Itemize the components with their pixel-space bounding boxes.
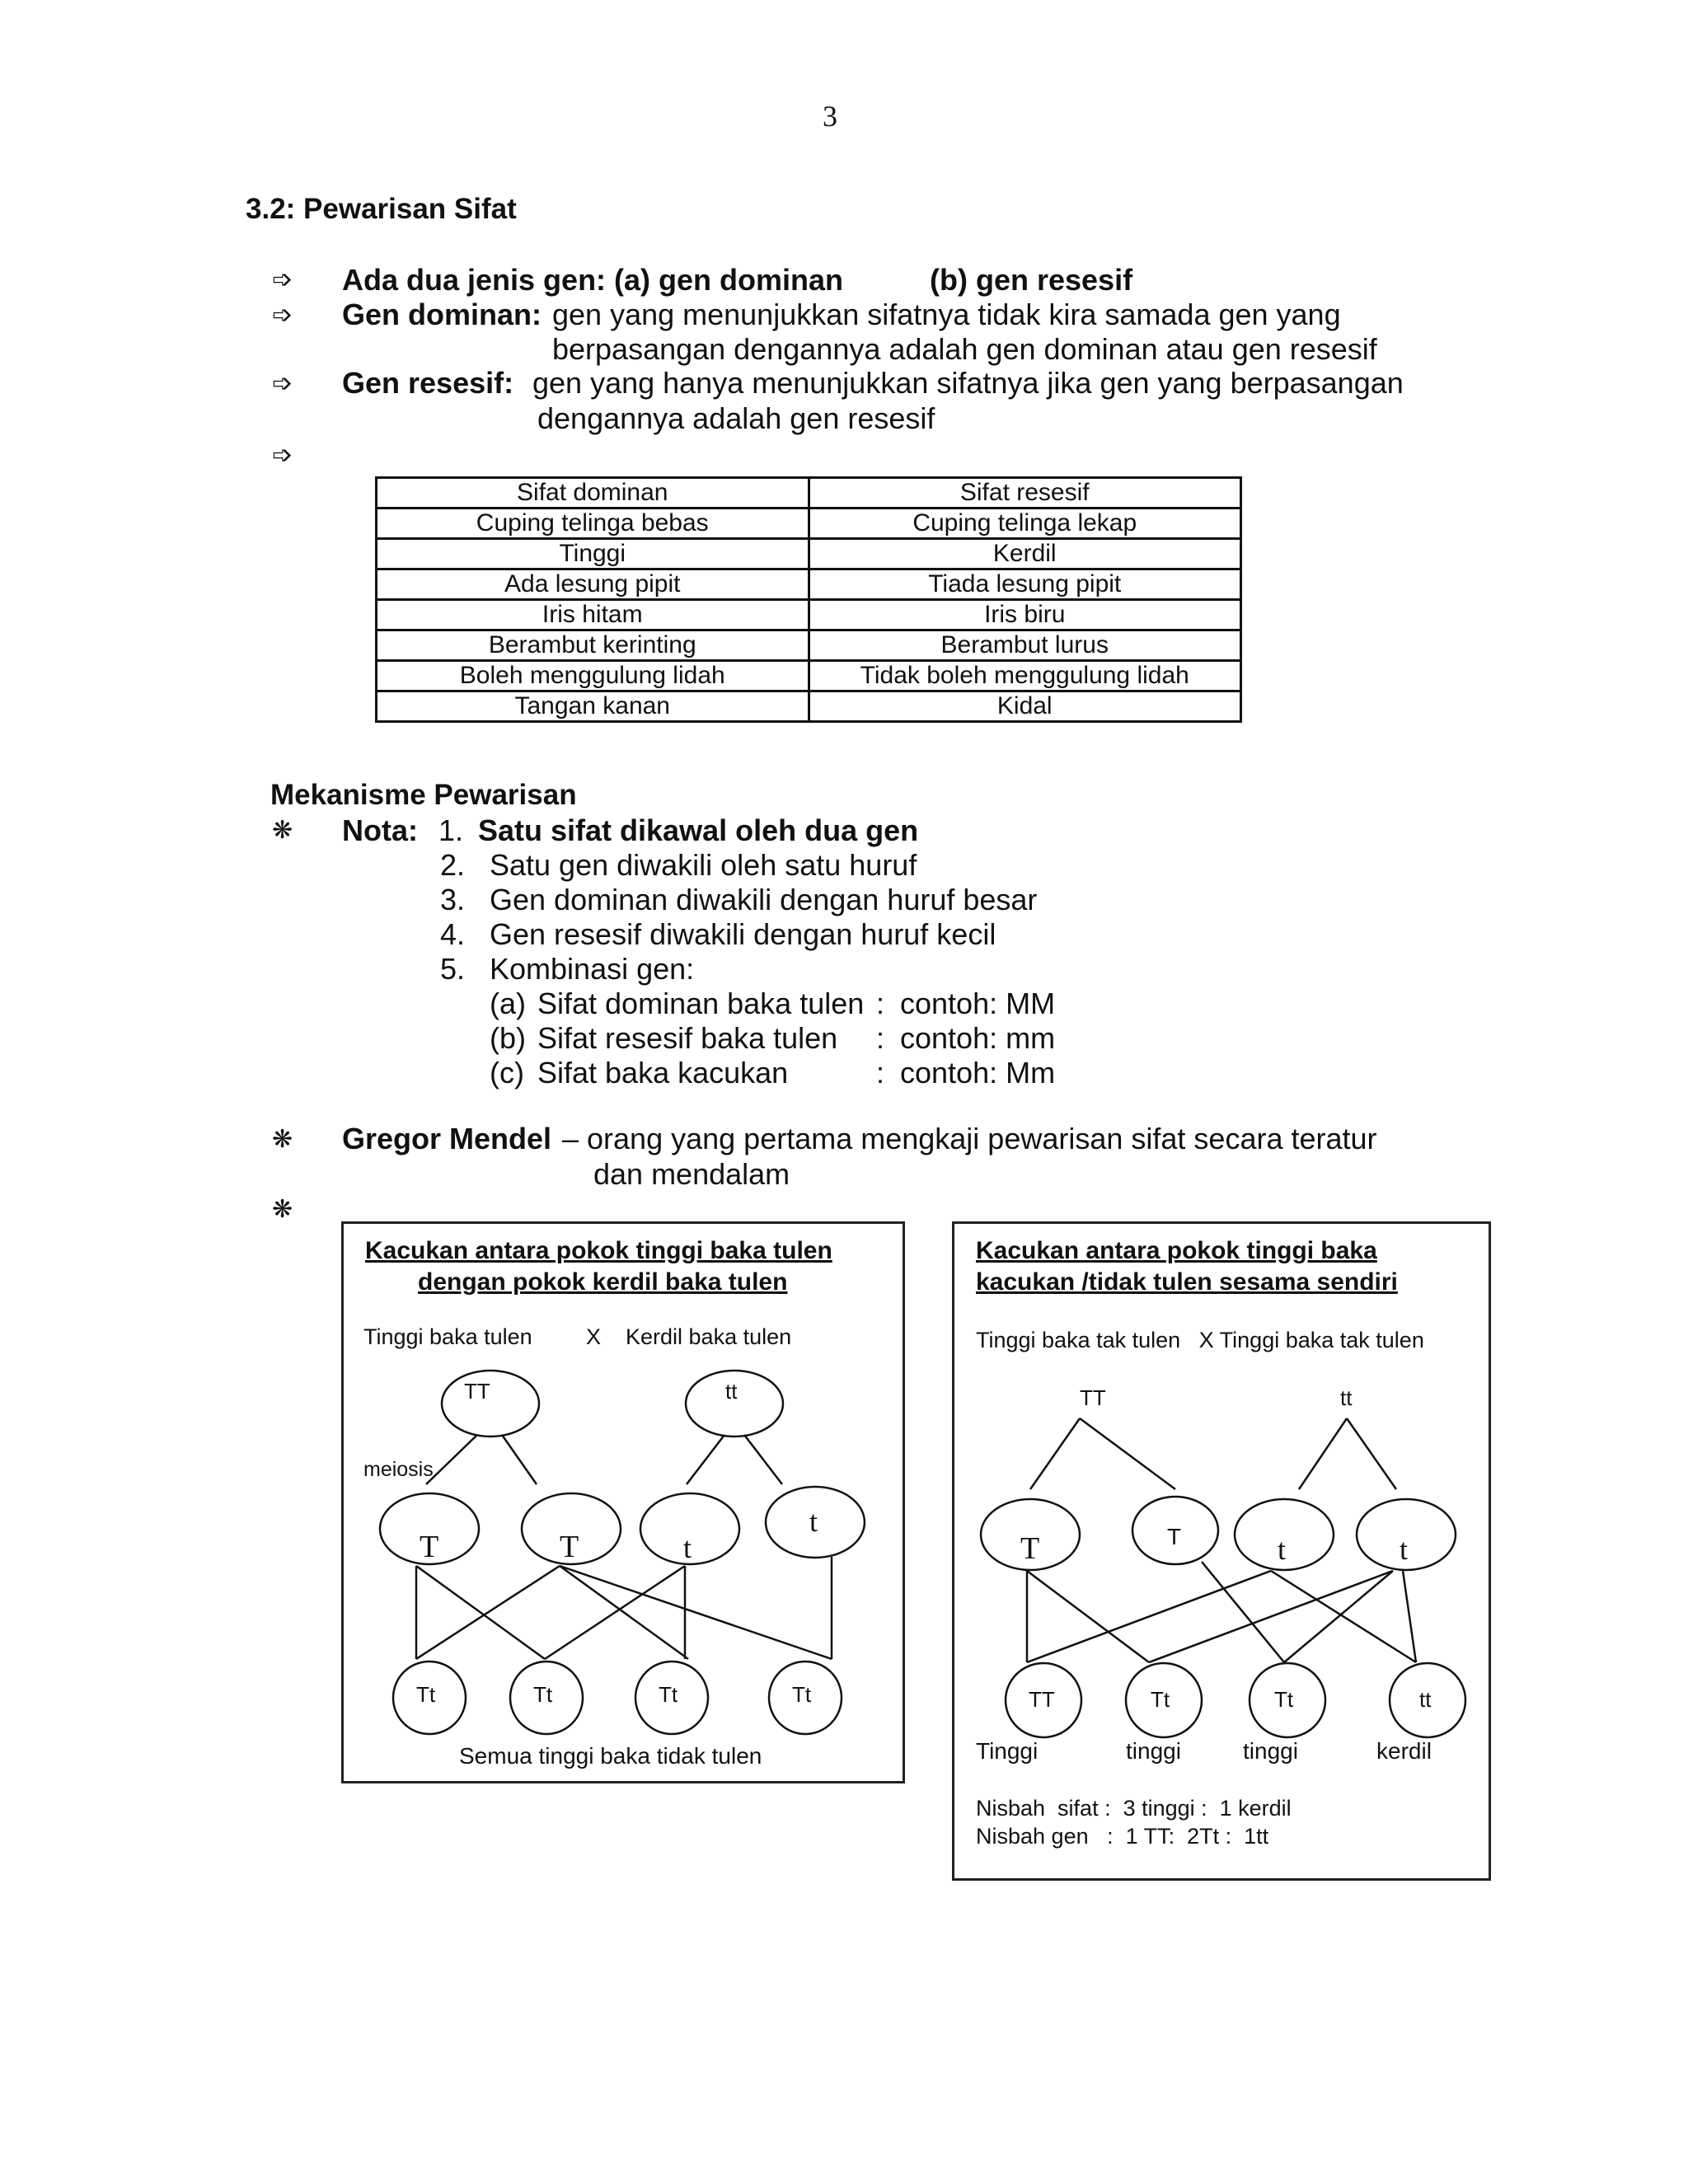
dominant-term: Gen dominan: (342, 298, 542, 331)
table-cell: Tangan kanan (377, 691, 809, 722)
offspring-label: TT (1029, 1687, 1055, 1712)
cross-diagram-pure-breeding (341, 1221, 905, 1783)
star-bullet-icon: ❋ (272, 816, 293, 845)
nota-label: Nota: (342, 813, 418, 847)
phenotype-label: kerdil (1376, 1738, 1432, 1764)
gamete-label: t (683, 1531, 692, 1564)
nota-item-text: Kombinasi gen: (490, 952, 695, 986)
nota-item-number: 4. (440, 917, 466, 951)
combination-text: Sifat resesif baka tulen (537, 1021, 838, 1055)
table-cell: Iris biru (809, 600, 1241, 630)
cross2-parents: Tinggi baka tak tulen X Tinggi baka tak tulen (976, 1328, 1424, 1352)
mendel-description-line1: – orang yang pertama mengkaji pewarisan sifat secara teratur (562, 1122, 1377, 1155)
gamete-label: T (560, 1530, 579, 1564)
offspring-label: Tt (416, 1682, 436, 1707)
phenotype-label: Tinggi (976, 1738, 1039, 1764)
cross2-title-line1: Kacukan antara pokok tinggi baka (976, 1237, 1377, 1264)
table-row (377, 661, 1241, 691)
cross2-title-line2: kacukan /tidak tulen sesama sendiri (976, 1268, 1398, 1296)
table-cell: Berambut kerinting (377, 630, 809, 661)
gene-ratio: Nisbah gen : 1 TT: 2Tt : 1tt (976, 1824, 1269, 1849)
cross1-parent-right: Kerdil baka tulen (626, 1324, 792, 1349)
dominant-definition-line1: gen yang menunjukkan sifatnya tidak kira samada gen yang (552, 298, 1341, 331)
table-cell: Ada lesung pipit (377, 569, 809, 600)
table-row (377, 600, 1241, 630)
table-cell: Tidak boleh menggulung lidah (809, 661, 1241, 691)
bullet-gene-types-b: (b) gen resesif (930, 263, 1133, 297)
combination-label: (c) (490, 1056, 524, 1090)
combination-example: contoh: Mm (900, 1056, 1056, 1090)
table-cell: Kidal (809, 691, 1241, 722)
combination-text: Sifat baka kacukan (537, 1056, 789, 1090)
arrow-bullet-icon: ➩ (272, 369, 293, 398)
table-cell: Kerdil (809, 539, 1241, 569)
nota-item-number: 1. (438, 813, 464, 847)
parent-genotype: TT (1080, 1385, 1106, 1410)
gamete-label: T (420, 1530, 439, 1564)
parent-genotype: TT (464, 1379, 490, 1404)
trait-ratio: Nisbah sifat : 3 tinggi : 1 kerdil (976, 1796, 1292, 1821)
table-cell: Cuping telinga lekap (809, 509, 1241, 539)
nota-item-text: Satu sifat dikawal oleh dua gen (478, 813, 919, 847)
mendel-description-line2: dan mendalam (593, 1157, 790, 1191)
table-row (377, 630, 1241, 661)
offspring-label: Tt (659, 1682, 678, 1707)
table-header-cell: Sifat dominan (377, 478, 809, 509)
cross1-result: Semua tinggi baka tidak tulen (459, 1743, 762, 1769)
nota-item-number: 5. (440, 952, 466, 986)
gamete-label: t (1278, 1533, 1287, 1566)
nota-item-number: 3. (440, 883, 466, 916)
offspring-label: Tt (1274, 1687, 1294, 1712)
nota-item-text: Gen resesif diwakili dengan huruf kecil (490, 917, 996, 951)
combination-text: Sifat dominan baka tulen (537, 987, 865, 1020)
bullet-gene-types: Ada dua jenis gen: (a) gen dominan (342, 263, 844, 297)
arrow-bullet-icon: ➩ (272, 301, 293, 330)
combination-colon: : (876, 1056, 885, 1090)
combination-example: contoh: MM (900, 987, 1056, 1020)
recessive-term: Gen resesif: (342, 366, 514, 400)
gamete-label: T (1167, 1524, 1182, 1549)
cross1-title-line2: dengan pokok kerdil baka tulen (418, 1268, 788, 1296)
cross1-title-line1: Kacukan antara pokok tinggi baka tulen (365, 1237, 832, 1264)
cross1-parent-left: Tinggi baka tulen (363, 1324, 532, 1349)
nota-item-text: Satu gen diwakili oleh satu huruf (490, 848, 917, 882)
table-row (377, 539, 1241, 569)
nota-item-number: 2. (440, 848, 466, 882)
table-cell: Cuping telinga bebas (377, 509, 809, 539)
combination-label: (a) (490, 987, 526, 1020)
gamete-label: t (809, 1505, 818, 1538)
phenotype-label: tinggi (1126, 1738, 1181, 1764)
combination-colon: : (876, 1021, 885, 1055)
page-number: 3 (823, 100, 837, 133)
offspring-label: Tt (792, 1682, 812, 1707)
parent-genotype: tt (1340, 1385, 1353, 1410)
table-cell: Tiada lesung pipit (809, 569, 1241, 600)
offspring-label: tt (1419, 1687, 1432, 1712)
table-header-cell: Sifat resesif (809, 478, 1241, 509)
recessive-definition-line1: gen yang hanya menunjukkan sifatnya jika gen yang berpasangan (532, 366, 1404, 400)
table-header-row (377, 478, 1241, 509)
table-cell: Iris hitam (377, 600, 809, 630)
table-row (377, 569, 1241, 600)
combination-label: (b) (490, 1021, 526, 1055)
star-bullet-icon: ❋ (272, 1195, 293, 1224)
table-cell: Berambut lurus (809, 630, 1241, 661)
arrow-bullet-icon: ➩ (272, 441, 293, 470)
meiosis-label: meiosis (363, 1458, 434, 1481)
combination-colon: : (876, 987, 885, 1020)
parent-circle (442, 1371, 539, 1436)
parent-genotype: tt (725, 1379, 738, 1404)
gamete-label: t (1400, 1533, 1409, 1566)
table-cell: Boleh menggulung lidah (377, 661, 809, 691)
dominant-definition-line2: berpasangan dengannya adalah gen dominan atau gen resesif (552, 332, 1377, 366)
cross1-cross-sign: X (586, 1324, 602, 1349)
table-cell: Tinggi (377, 539, 809, 569)
arrow-bullet-icon: ➩ (272, 265, 293, 294)
offspring-label: Tt (1151, 1687, 1170, 1712)
mechanism-heading: Mekanisme Pewarisan (270, 779, 577, 811)
offspring-label: Tt (533, 1682, 553, 1707)
combination-example: contoh: mm (900, 1021, 1056, 1055)
nota-item-text: Gen dominan diwakili dengan huruf besar (490, 883, 1038, 916)
gamete-label: T (1020, 1531, 1040, 1566)
table-row (377, 691, 1241, 722)
traits-table (375, 476, 1242, 723)
recessive-definition-line2: dengannya adalah gen resesif (537, 401, 935, 435)
table-row (377, 509, 1241, 539)
phenotype-label: tinggi (1243, 1738, 1298, 1764)
star-bullet-icon: ❋ (272, 1125, 293, 1154)
mendel-name: Gregor Mendel (342, 1122, 552, 1155)
section-title: 3.2: Pewarisan Sifat (246, 193, 517, 225)
cross-diagram-hybrid (952, 1221, 1491, 1881)
